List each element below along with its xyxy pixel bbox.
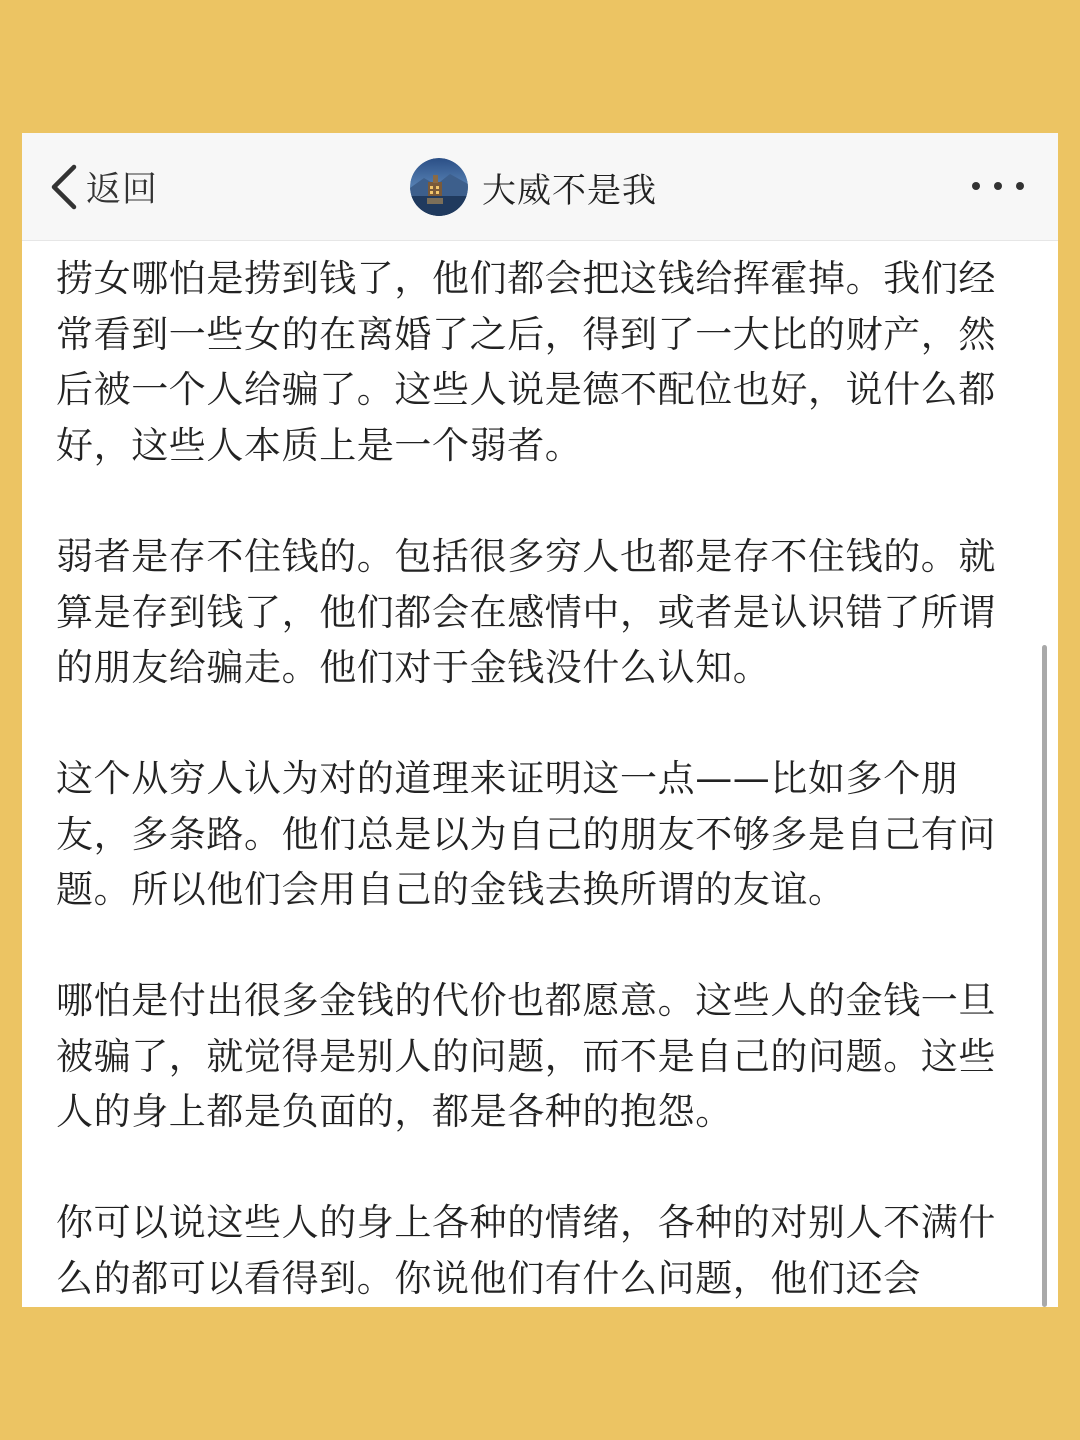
article-paragraph: 捞女哪怕是捞到钱了，他们都会把这钱给挥霍掉。我们经常看到一些女的在离婚了之后，得到了一大比的财产，然后被一个人给骗了。这些人说是德不配位也好，说什么都好，这些人本质上是一个弱者。	[56, 257, 996, 467]
back-button[interactable]	[48, 161, 158, 213]
article-paragraph: 你可以说这些人的身上各种的情绪，各种的对别人不满什么的都可以看得到。你说他们有什么问题，他们还会	[56, 1201, 996, 1300]
navigation-bar	[22, 133, 1058, 241]
author-name[interactable]: 大威不是我	[482, 170, 657, 211]
article-screen	[22, 133, 1058, 1307]
ellipsis-icon	[968, 171, 1028, 201]
chevron-left-icon	[48, 162, 82, 212]
article-paragraph: 这个从穷人认为对的道理来证明这一点——比如多个朋友，多条路。他们总是以为自己的朋友不够多是自己有问题。所以他们会用自己的金钱去换所谓的友谊。	[56, 757, 996, 911]
avatar[interactable]	[410, 158, 468, 216]
author-header[interactable]	[410, 158, 657, 216]
scrollbar[interactable]	[1042, 645, 1047, 1307]
article-paragraph: 弱者是存不住钱的。包括很多穷人也都是存不住钱的。就算是存到钱了，他们都会在感情中，或者是认识错了所谓的朋友给骗走。他们对于金钱没什么认知。	[56, 535, 996, 689]
article-content[interactable]	[56, 241, 1016, 1307]
article-paragraph: 哪怕是付出很多金钱的代价也都愿意。这些人的金钱一旦被骗了，就觉得是别人的问题，而不是自己的问题。这些人的身上都是负面的，都是各种的抱怨。	[56, 979, 996, 1133]
back-label: 返回	[86, 170, 159, 210]
more-options-button[interactable]	[968, 171, 1028, 201]
